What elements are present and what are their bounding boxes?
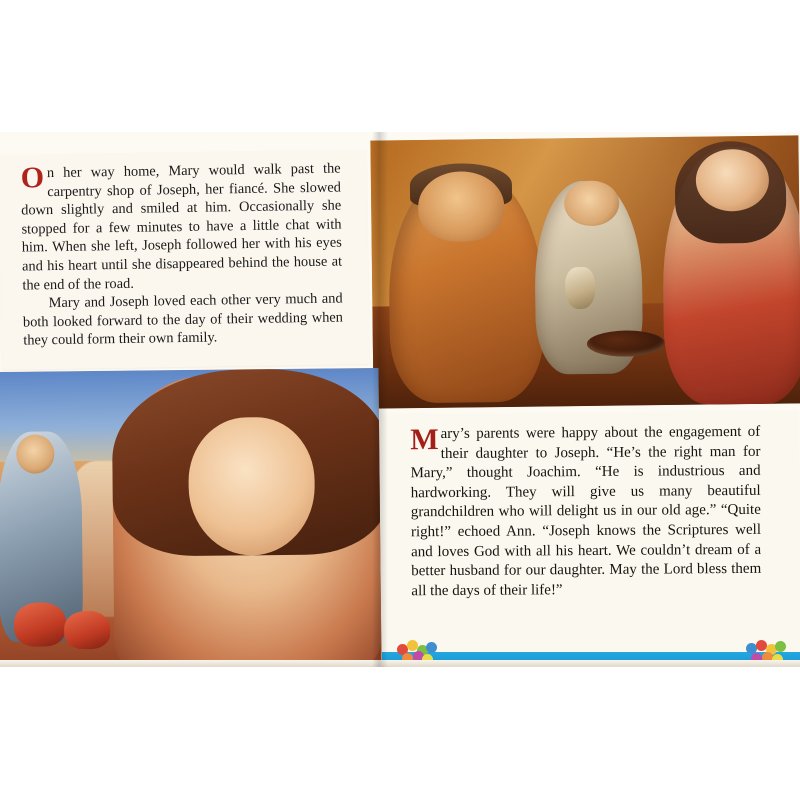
left-dropcap: O (20, 161, 45, 195)
illustration-clay-pot (14, 602, 66, 647)
figure-mary-portrait-face (188, 417, 315, 556)
illustration-clay-pot (64, 611, 110, 649)
left-page-body-text (20, 160, 343, 351)
book-spread (0, 132, 800, 667)
left-page-illustration (0, 368, 382, 667)
illustration-jug (565, 267, 596, 309)
right-page-text-panel (380, 411, 800, 662)
right-paragraph-1: ary’s parents were happy about the engagement of their daughter to Joseph. “He’s the right man for Mary,” thought Joachim. “He is industrious and hardworking. They will give us many beautiful grandchildren who will delight us in our old age.” “Quite right!” echoed Ann. “Joseph knows the Scriptures well and loves God with all his heart. We couldn’t dream of a better husband for our daughter. May the Lord bless them all the days of their life!” (410, 423, 762, 600)
right-dropcap: M (410, 423, 439, 457)
left-page-text-panel (0, 149, 370, 370)
right-page-illustration (370, 135, 800, 408)
page-bottom-edge (0, 660, 800, 667)
right-page-body-text (410, 423, 761, 602)
left-paragraph-2: Mary and Joseph loved each other very much and both looked forward to the day of their wedding when they could form their own family. (22, 290, 344, 349)
figure-joachim-head (418, 171, 504, 242)
left-paragraph-1: n her way home, Mary would walk past the carpentry shop of Joseph, her fiancé. She slowed down slightly and smiled at him. Occasionally she stopped for a few minutes to have a little chat with him. When she left, Joseph followed her with his eyes and his heart until she disappeared behind the house at the end of the road. (21, 160, 343, 294)
